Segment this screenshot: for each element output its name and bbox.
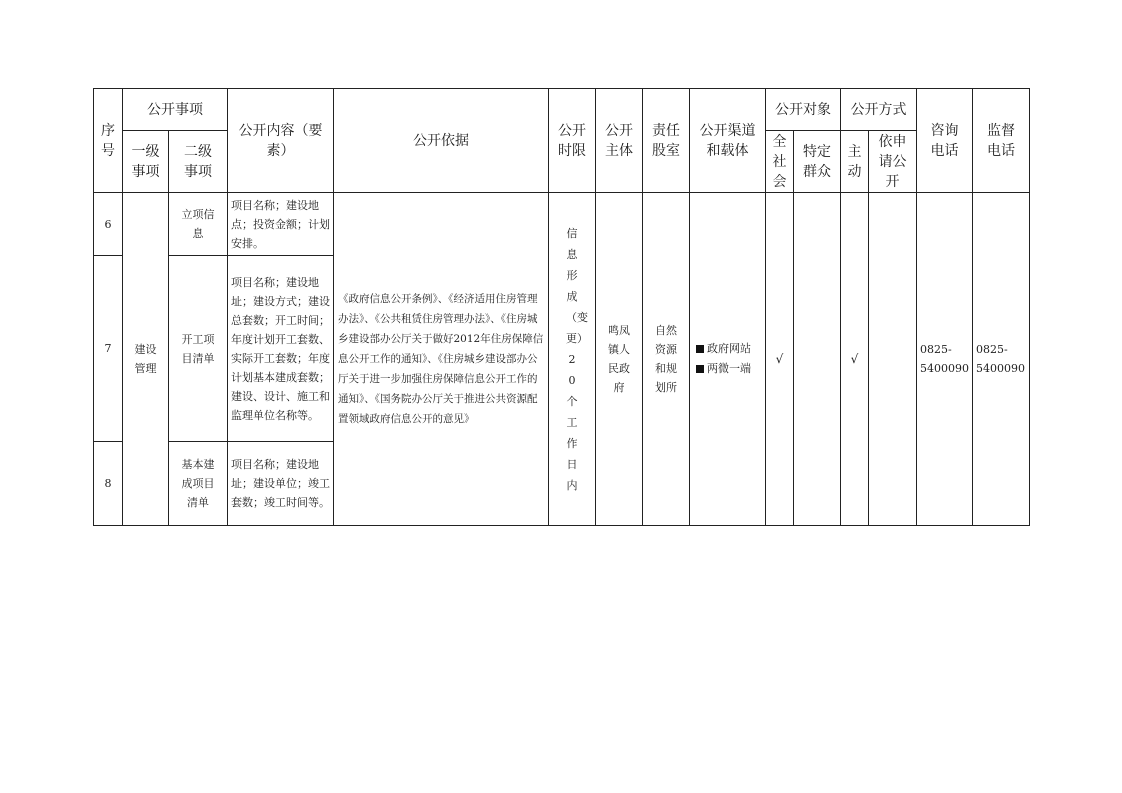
header-method: 公开方式 bbox=[841, 89, 917, 131]
header-level2: 二级 事项 bbox=[169, 131, 228, 193]
on-request-mark bbox=[869, 193, 917, 526]
specific-groups-mark bbox=[794, 193, 841, 526]
header-dept: 责任 股室 bbox=[643, 89, 690, 193]
header-seq: 序 号 bbox=[94, 89, 123, 193]
row-seq: 6 bbox=[94, 193, 123, 256]
disclosure-subject: 鸣凤 镇人 民政 府 bbox=[596, 193, 643, 526]
responsible-dept: 自然 资源 和规 划所 bbox=[643, 193, 690, 526]
consult-phone: 0825- 5400090 bbox=[917, 193, 973, 526]
row-level2: 基本建 成项目 清单 bbox=[169, 442, 228, 526]
header-target: 公开对象 bbox=[766, 89, 841, 131]
row-level2: 立项信 息 bbox=[169, 193, 228, 256]
disclosure-basis: 《政府信息公开条例》、《经济适用住房管理办法》、《公共租赁住房管理办法》、《住房城乡建设部办公厅关于做好2012年住房保障信息公开工作的通知》、《住房城乡建设部办公厅关于进一步加强住房保障信息公开工作的通知》、《国务院办公厅关于推进公共资源配置领域政府信息公开的意见》 bbox=[334, 193, 549, 526]
header-channel: 公开渠道 和载体 bbox=[690, 89, 766, 193]
header-matters: 公开事项 bbox=[123, 89, 228, 131]
active-mark: √ bbox=[841, 193, 869, 526]
table-row bbox=[94, 193, 1030, 256]
square-bullet-icon bbox=[696, 345, 704, 353]
channel-item: 两微一端 bbox=[696, 359, 765, 379]
channel-list bbox=[690, 193, 766, 526]
row-level2: 开工项 目清单 bbox=[169, 256, 228, 442]
square-bullet-icon bbox=[696, 365, 704, 373]
time-limit: 信息形成（变更）20个工作日内 bbox=[566, 226, 588, 492]
header-subject: 公开 主体 bbox=[596, 89, 643, 193]
header-basis: 公开依据 bbox=[334, 89, 549, 193]
level1-item: 建设 管理 bbox=[123, 193, 169, 526]
header-on-request: 依申 请公 开 bbox=[869, 131, 917, 193]
supervise-phone: 0825- 5400090 bbox=[973, 193, 1030, 526]
row-seq: 8 bbox=[94, 442, 123, 526]
header-specific-groups: 特定 群众 bbox=[794, 131, 841, 193]
channel-item: 政府网站 bbox=[696, 339, 765, 359]
all-society-mark: √ bbox=[766, 193, 794, 526]
header-consult-phone: 咨询 电话 bbox=[917, 89, 973, 193]
row-content: 项目名称；建设地点；投资金额；计划安排。 bbox=[228, 193, 334, 256]
header-content: 公开内容（要 素） bbox=[228, 89, 334, 193]
row-seq: 7 bbox=[94, 256, 123, 442]
header-all-society: 全 社 会 bbox=[766, 131, 794, 193]
header-time-limit: 公开 时限 bbox=[549, 89, 596, 193]
header-active: 主 动 bbox=[841, 131, 869, 193]
header-supervise-phone: 监督 电话 bbox=[973, 89, 1030, 193]
row-content: 项目名称；建设地址；建设方式；建设总套数；开工时间；年度计划开工套数、实际开工套数；年度计划基本建成套数；建设、设计、施工和监理单位名称等。 bbox=[228, 256, 334, 442]
header-level1: 一级 事项 bbox=[123, 131, 169, 193]
disclosure-table bbox=[93, 88, 1030, 526]
row-content: 项目名称；建设地址；建设单位；竣工套数；竣工时间等。 bbox=[228, 442, 334, 526]
